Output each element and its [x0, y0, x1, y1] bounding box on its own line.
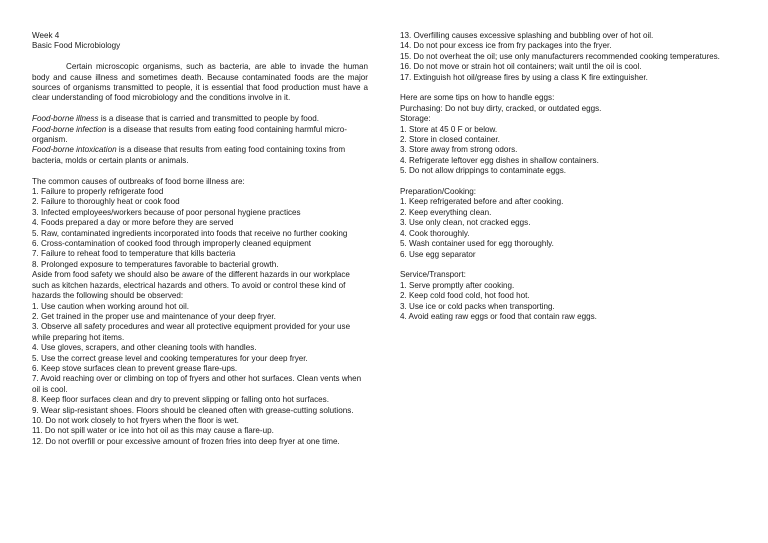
- right-column: [400, 31, 740, 322]
- list-item: 5. Do not allow drippings to contaminate eggs.: [400, 166, 567, 176]
- list-item: 17. Extinguish hot oil/grease fires by using a class K fire extinguisher.: [400, 72, 648, 82]
- purchasing-tip: Purchasing: Do not buy dirty, cracked, or outdated eggs.: [400, 103, 602, 113]
- page-title: Basic Food Microbiology: [32, 41, 121, 51]
- left-column: [32, 31, 368, 447]
- list-item: 4. Refrigerate leftover egg dishes in shallow containers.: [400, 155, 599, 165]
- week-label: Week 4: [32, 31, 60, 40]
- list-item: 5. Raw, contaminated ingredients incorporated into foods that receive no further cooking: [32, 228, 348, 238]
- list-item: 2. Keep cold food cold, hot food hot.: [400, 291, 530, 301]
- list-item: 8. Prolonged exposure to temperatures favorable to bacterial growth.: [32, 259, 279, 269]
- list-item: 1. Use caution when working around hot oil.: [32, 301, 190, 311]
- definition-text: is a disease that results from eating food containing harmful micro-organism.: [32, 124, 347, 145]
- definition-infection: [32, 125, 368, 146]
- list-item: 3. Store away from strong odors.: [400, 145, 518, 155]
- list-item: 5. Use the correct grease level and cooking temperatures for your deep fryer.: [32, 353, 308, 363]
- service-list: [400, 281, 740, 323]
- list-item: 4. Avoid eating raw eggs or food that contain raw eggs.: [400, 311, 597, 321]
- definition-text: is a disease that is carried and transmitted to people by food.: [98, 114, 320, 124]
- list-item: 14. Do not pour excess ice from fry packages into the fryer.: [400, 41, 612, 51]
- service-heading: Service/Transport:: [400, 270, 466, 280]
- list-item: 2. Keep everything clean.: [400, 207, 492, 217]
- eggs-heading: Here are some tips on how to handle eggs:: [400, 93, 555, 103]
- list-item: 2. Get trained in the proper use and maintenance of your deep fryer.: [32, 311, 276, 321]
- causes-heading: The common causes of outbreaks of food borne illness are:: [32, 176, 245, 186]
- list-item: 1. Store at 45 0 F or below.: [400, 124, 498, 134]
- list-item: 4. Use gloves, scrapers, and other cleaning tools with handles.: [32, 343, 257, 353]
- hazards-list-continued: [400, 31, 740, 83]
- list-item: 3. Observe all safety procedures and wear all protective equipment provided for your use while preparing hot items.: [32, 322, 351, 342]
- list-item: 4. Foods prepared a day or more before they are served: [32, 218, 234, 228]
- list-item: 15. Do not overheat the oil; use only manufacturers recommended cooking temperatures.: [400, 51, 720, 61]
- list-item: 10. Do not work closely to hot fryers when the floor is wet.: [32, 415, 239, 425]
- list-item: 16. Do not move or strain hot oil containers; wait until the oil is cool.: [400, 62, 642, 72]
- list-item: 12. Do not overfill or pour excessive amount of frozen fries into deep fryer at one time.: [32, 436, 340, 446]
- list-item: 7. Avoid reaching over or climbing on top of fryers and other hot surfaces. Clean vents when oil is cool.: [32, 374, 362, 394]
- hazards-list: [32, 302, 368, 448]
- list-item: 3. Infected employees/workers because of poor personal hygiene practices: [32, 207, 301, 217]
- causes-list: [32, 187, 368, 270]
- storage-heading: Storage:: [400, 114, 431, 124]
- definition-term: Food-borne intoxication: [32, 145, 117, 155]
- list-item: 9. Wear slip-resistant shoes. Floors should be cleaned often with grease-cutting solutions.: [32, 405, 354, 415]
- list-item: 4. Cook thoroughly.: [400, 228, 470, 238]
- list-item: 7. Failure to reheat food to temperature that kills bacteria: [32, 249, 236, 259]
- definition-text: is a disease that results from eating food containing toxins from bacteria, molds or certain plants or animals.: [32, 145, 346, 165]
- list-item: 1. Failure to properly refrigerate food: [32, 187, 164, 197]
- list-item: 3. Use ice or cold packs when transporting.: [400, 301, 555, 311]
- list-item: 13. Overfilling causes excessive splashing and bubbling over of hot oil.: [400, 31, 654, 40]
- preparation-heading: Preparation/Cooking:: [400, 187, 477, 197]
- definition-term: Food-borne infection: [32, 124, 107, 134]
- list-item: 6. Keep stove surfaces clean to prevent grease flare-ups.: [32, 363, 238, 373]
- list-item: 2. Failure to thoroughly heat or cook food: [32, 197, 180, 207]
- list-item: 6. Use egg separator: [400, 249, 476, 259]
- list-item: 1. Keep refrigerated before and after cooking.: [400, 197, 564, 207]
- list-item: 3. Use only clean, not cracked eggs.: [400, 218, 531, 228]
- definition-illness: [32, 114, 368, 124]
- storage-list: [400, 125, 740, 177]
- intro-paragraph: Certain microscopic organisms, such as bacteria, are able to invade the human body and cause illness and sometimes death. Because contaminated foods are the major sources of organisms transmitted to people, it is essential that food production must have a clear understanding of food microbiology and the conditions involve in it.: [32, 62, 368, 103]
- preparation-list: [400, 197, 740, 259]
- definition-term: Food-borne illness: [32, 114, 99, 124]
- list-item: 6. Cross-contamination of cooked food through improperly cleaned equipment: [32, 239, 311, 249]
- list-item: 8. Keep floor surfaces clean and dry to prevent slipping or falling onto hot surfaces.: [32, 395, 329, 405]
- definition-intoxication: [32, 145, 368, 166]
- hazards-intro: Aside from food safety we should also be aware of the different hazards in our workplace such as kitchen hazards, electrical hazards and others. To avoid or control these kind of hazards the following should be observed:: [32, 270, 350, 301]
- list-item: 11. Do not spill water or ice into hot oil as this may cause a flare-up.: [32, 426, 274, 436]
- list-item: 1. Serve promptly after cooking.: [400, 280, 515, 290]
- list-item: 2. Store in closed container.: [400, 135, 500, 145]
- list-item: 5. Wash container used for egg thoroughly.: [400, 239, 554, 249]
